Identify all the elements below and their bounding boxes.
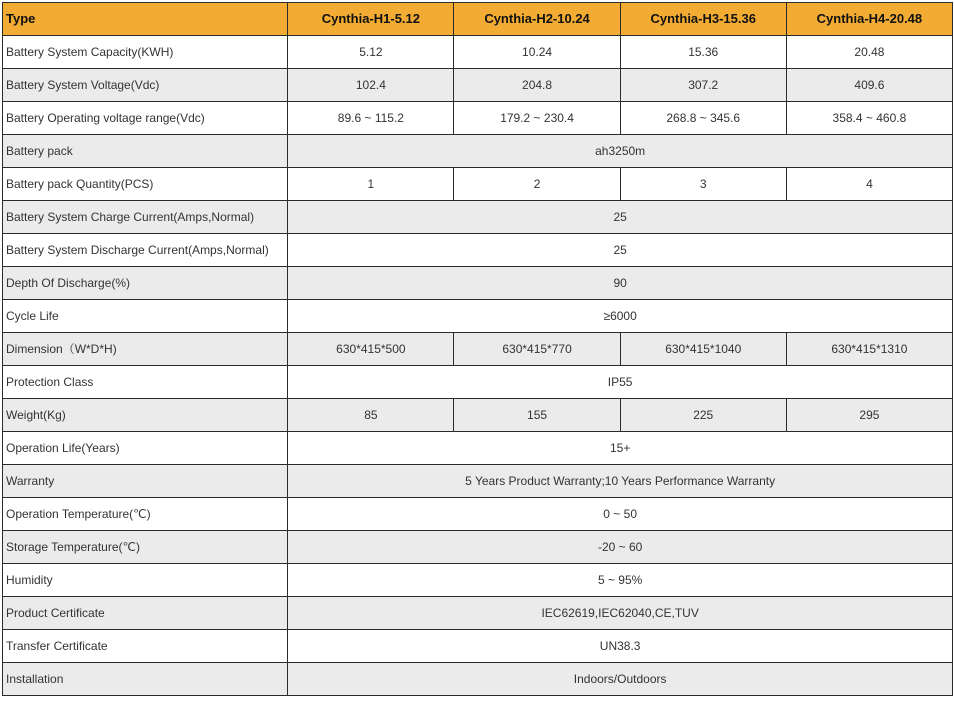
table-row [3,630,953,663]
row-value: 630*415*1040 [620,333,786,366]
row-value: 85 [288,399,454,432]
table-row [3,531,953,564]
row-label: Battery Operating voltage range(Vdc) [3,102,288,135]
header-model-h1: Cynthia-H1-5.12 [288,3,454,36]
row-value: 5.12 [288,36,454,69]
table-row [3,168,953,201]
row-label: Operation Temperature(℃) [3,498,288,531]
row-label: Battery System Discharge Current(Amps,Normal) [3,234,288,267]
row-value-merged: ah3250m [288,135,953,168]
row-value: 89.6 ~ 115.2 [288,102,454,135]
row-value: 2 [454,168,620,201]
row-value: 630*415*770 [454,333,620,366]
row-value-merged: 15+ [288,432,953,465]
table-row [3,465,953,498]
row-value: 10.24 [454,36,620,69]
row-value: 155 [454,399,620,432]
table-row [3,234,953,267]
row-value-merged: 25 [288,234,953,267]
row-label: Operation Life(Years) [3,432,288,465]
table-row [3,36,953,69]
row-value-merged: 5 Years Product Warranty;10 Years Performance Warranty [288,465,953,498]
row-value-merged: 0 ~ 50 [288,498,953,531]
row-label: Battery System Charge Current(Amps,Normal) [3,201,288,234]
row-label: Battery System Capacity(KWH) [3,36,288,69]
header-model-h4: Cynthia-H4-20.48 [786,3,952,36]
row-label: Battery pack [3,135,288,168]
row-label: Humidity [3,564,288,597]
row-value: 358.4 ~ 460.8 [786,102,952,135]
table-row [3,267,953,300]
row-value-merged: ≥6000 [288,300,953,333]
row-value: 409.6 [786,69,952,102]
row-value: 1 [288,168,454,201]
row-value: 15.36 [620,36,786,69]
header-type: Type [3,3,288,36]
row-label: Cycle Life [3,300,288,333]
table-row [3,366,953,399]
row-value: 179.2 ~ 230.4 [454,102,620,135]
row-value: 268.8 ~ 345.6 [620,102,786,135]
row-value: 295 [786,399,952,432]
row-label: Product Certificate [3,597,288,630]
row-value: 630*415*1310 [786,333,952,366]
row-label: Depth Of Discharge(%) [3,267,288,300]
table-row [3,399,953,432]
row-label: Transfer Certificate [3,630,288,663]
row-label: Dimension（W*D*H) [3,333,288,366]
row-value: 20.48 [786,36,952,69]
row-value-merged: IP55 [288,366,953,399]
table-row [3,564,953,597]
table-row [3,201,953,234]
table-row [3,69,953,102]
table-row [3,597,953,630]
row-label: Storage Temperature(℃) [3,531,288,564]
row-value: 102.4 [288,69,454,102]
row-value-merged: -20 ~ 60 [288,531,953,564]
row-value: 630*415*500 [288,333,454,366]
row-value-merged: IEC62619,IEC62040,CE,TUV [288,597,953,630]
row-label: Weight(Kg) [3,399,288,432]
row-value-merged: Indoors/Outdoors [288,663,953,696]
row-value-merged: UN38.3 [288,630,953,663]
row-value: 307.2 [620,69,786,102]
row-value: 204.8 [454,69,620,102]
table-row [3,135,953,168]
row-label: Protection Class [3,366,288,399]
spec-table-body [3,36,953,696]
header-model-h3: Cynthia-H3-15.36 [620,3,786,36]
row-value: 3 [620,168,786,201]
row-label: Warranty [3,465,288,498]
table-row [3,498,953,531]
row-value: 4 [786,168,952,201]
row-value-merged: 90 [288,267,953,300]
row-label: Battery pack Quantity(PCS) [3,168,288,201]
row-label: Battery System Voltage(Vdc) [3,69,288,102]
header-row [3,3,953,36]
table-row [3,432,953,465]
spec-table [2,2,953,696]
row-value: 225 [620,399,786,432]
table-row [3,102,953,135]
header-model-h2: Cynthia-H2-10.24 [454,3,620,36]
table-row [3,663,953,696]
table-row [3,300,953,333]
row-value-merged: 25 [288,201,953,234]
row-value-merged: 5 ~ 95% [288,564,953,597]
row-label: Installation [3,663,288,696]
table-row [3,333,953,366]
